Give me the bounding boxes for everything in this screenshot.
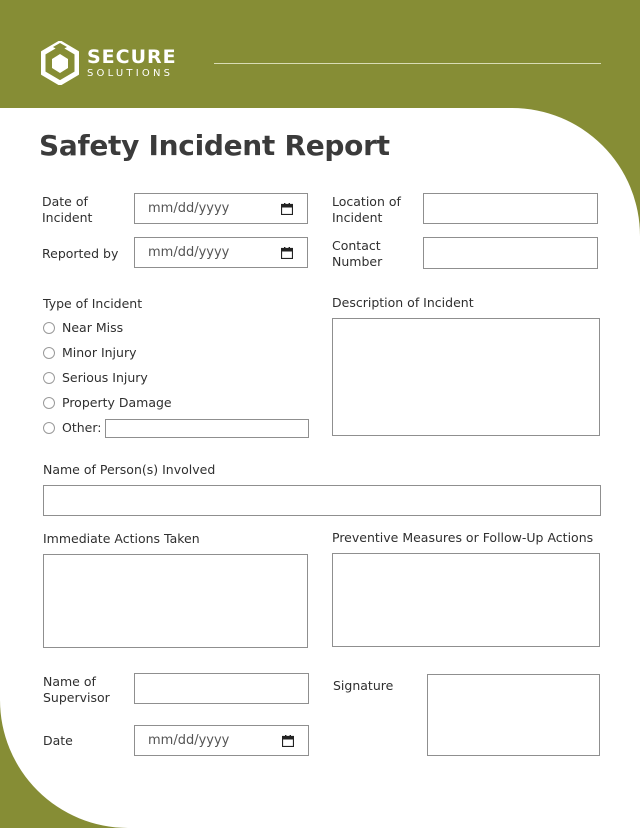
date-of-incident-input[interactable] — [134, 193, 308, 224]
radio-label: Other: — [62, 420, 102, 435]
calendar-icon[interactable] — [282, 735, 294, 747]
location-of-incident-input[interactable] — [423, 193, 598, 224]
other-incident-input[interactable] — [105, 419, 309, 438]
description-of-incident-label: Description of Incident — [332, 295, 474, 310]
radio-button[interactable] — [43, 322, 55, 334]
description-of-incident-textarea[interactable] — [332, 318, 600, 436]
type-of-incident-label: Type of Incident — [43, 296, 143, 311]
date-placeholder: mm/dd/yyyy — [148, 201, 230, 216]
radio-button[interactable] — [43, 372, 55, 384]
radio-label: Serious Injury — [62, 370, 148, 385]
header-divider — [214, 63, 601, 64]
preventive-measures-textarea[interactable] — [332, 553, 600, 647]
radio-property-damage[interactable] — [43, 395, 172, 410]
radio-near-miss[interactable] — [43, 320, 123, 335]
immediate-actions-textarea[interactable] — [43, 554, 308, 648]
preventive-measures-label: Preventive Measures or Follow-Up Actions — [332, 530, 594, 545]
contact-number-label: Contact Number — [332, 238, 383, 269]
brand-name: SECURE — [87, 45, 177, 68]
radio-serious-injury[interactable] — [43, 370, 148, 385]
radio-label: Property Damage — [62, 395, 172, 410]
brand-tagline: SOLUTIONS — [87, 67, 174, 79]
radio-button[interactable] — [43, 347, 55, 359]
radio-minor-injury[interactable] — [43, 345, 136, 360]
calendar-icon[interactable] — [281, 203, 293, 215]
company-logo — [41, 41, 177, 85]
contact-number-input[interactable] — [423, 237, 598, 269]
radio-button[interactable] — [43, 397, 55, 409]
supervisor-name-label: Name of Supervisor — [43, 674, 110, 705]
date-placeholder: mm/dd/yyyy — [148, 245, 230, 260]
signature-label: Signature — [333, 678, 394, 693]
header — [0, 0, 640, 108]
immediate-actions-label: Immediate Actions Taken — [43, 531, 200, 546]
date-input[interactable] — [134, 725, 309, 756]
radio-button[interactable] — [43, 422, 55, 434]
reported-by-input[interactable] — [134, 237, 308, 268]
supervisor-name-input[interactable] — [134, 673, 309, 704]
radio-label: Minor Injury — [62, 345, 137, 360]
page-title: Safety Incident Report — [39, 129, 390, 162]
date-placeholder: mm/dd/yyyy — [148, 733, 230, 748]
signature-box[interactable] — [427, 674, 600, 756]
radio-other[interactable] — [43, 420, 101, 435]
persons-involved-input[interactable] — [43, 485, 601, 516]
reported-by-label: Reported by — [42, 246, 119, 261]
location-of-incident-label: Location of Incident — [332, 194, 401, 225]
date-label: Date — [43, 733, 73, 748]
date-of-incident-label: Date of Incident — [42, 194, 93, 225]
calendar-icon[interactable] — [281, 247, 293, 259]
radio-label: Near Miss — [62, 320, 124, 335]
hexagon-logo-icon — [41, 41, 79, 85]
persons-involved-label: Name of Person(s) Involved — [43, 462, 216, 477]
